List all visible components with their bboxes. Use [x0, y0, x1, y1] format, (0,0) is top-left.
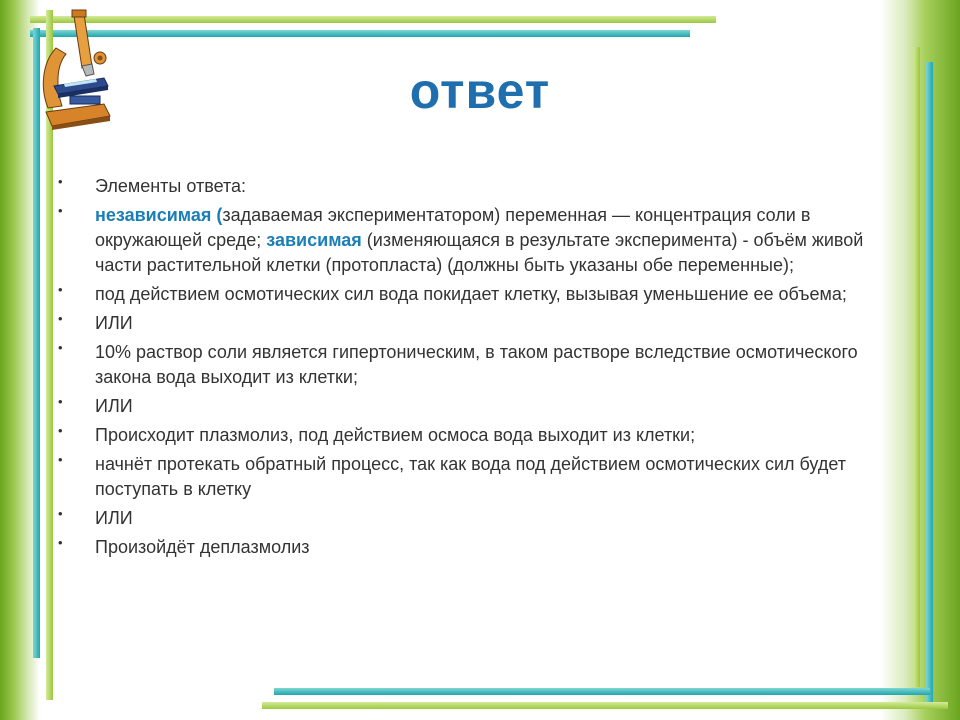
list-item: [58, 174, 908, 199]
slide-title: ответ: [409, 63, 551, 119]
frame-bar-right-green: [913, 47, 920, 687]
answer-list: [58, 174, 908, 560]
list-item-text: 10% раствор соли является гипертоническим, в таком растворе вследствие осмотического закона вода выходит из клетки;: [95, 342, 858, 387]
keyword-dependent: зависимая: [266, 230, 362, 250]
bullet-icon: •: [58, 394, 63, 409]
bullet-icon: •: [58, 423, 63, 438]
bullet-icon: •: [58, 174, 63, 189]
frame-bar-bottom-teal: [274, 688, 930, 695]
list-item: [58, 311, 908, 336]
list-item-text: задаваемая экспериментатором) переменная — концентрация соли в окружающей среде;: [95, 205, 811, 250]
bullet-icon: •: [58, 282, 63, 297]
list-item-text: начнёт протекать обратный процесс, так как вода под действием осмотических сил будет поступать в клетку: [95, 454, 846, 499]
frame-bar-bottom-green: [262, 702, 948, 709]
list-item-text: Элементы ответа:: [95, 176, 247, 196]
list-item-text: ИЛИ: [95, 396, 133, 416]
bullet-icon: •: [58, 452, 63, 467]
list-item-text: Произойдёт деплазмолиз: [95, 537, 310, 557]
list-item-text: под действием осмотических сил вода покидает клетку, вызывая уменьшение ее объема;: [95, 284, 847, 304]
bullet-icon: •: [58, 506, 63, 521]
list-item-text: ИЛИ: [95, 313, 133, 333]
bullet-icon: •: [58, 203, 63, 218]
list-item: [58, 203, 908, 278]
frame-bar-right-teal: [926, 62, 933, 702]
bullet-icon: •: [58, 535, 63, 550]
list-item: [58, 282, 908, 307]
list-item: [58, 452, 908, 502]
list-item: [58, 506, 908, 531]
bullet-icon: •: [58, 311, 63, 326]
list-item-text: Происходит плазмолиз, под действием осмоса вода выходит из клетки;: [95, 425, 696, 445]
list-item-text: ИЛИ: [95, 508, 133, 528]
answer-list-container: [58, 174, 908, 564]
list-item: [58, 423, 908, 448]
keyword-independent: независимая (: [95, 205, 223, 225]
list-item: [58, 394, 908, 419]
frame-bar-top-green: [30, 16, 716, 23]
list-item-text: (изменяющаяся в результате эксперимента) - объём живой части растительной клетки (протопласта) (должны быть указаны обе переменные);: [95, 230, 864, 275]
frame-bar-top-teal: [30, 30, 690, 37]
list-item: [58, 340, 908, 390]
list-item: [58, 535, 908, 560]
bullet-icon: •: [58, 340, 63, 355]
